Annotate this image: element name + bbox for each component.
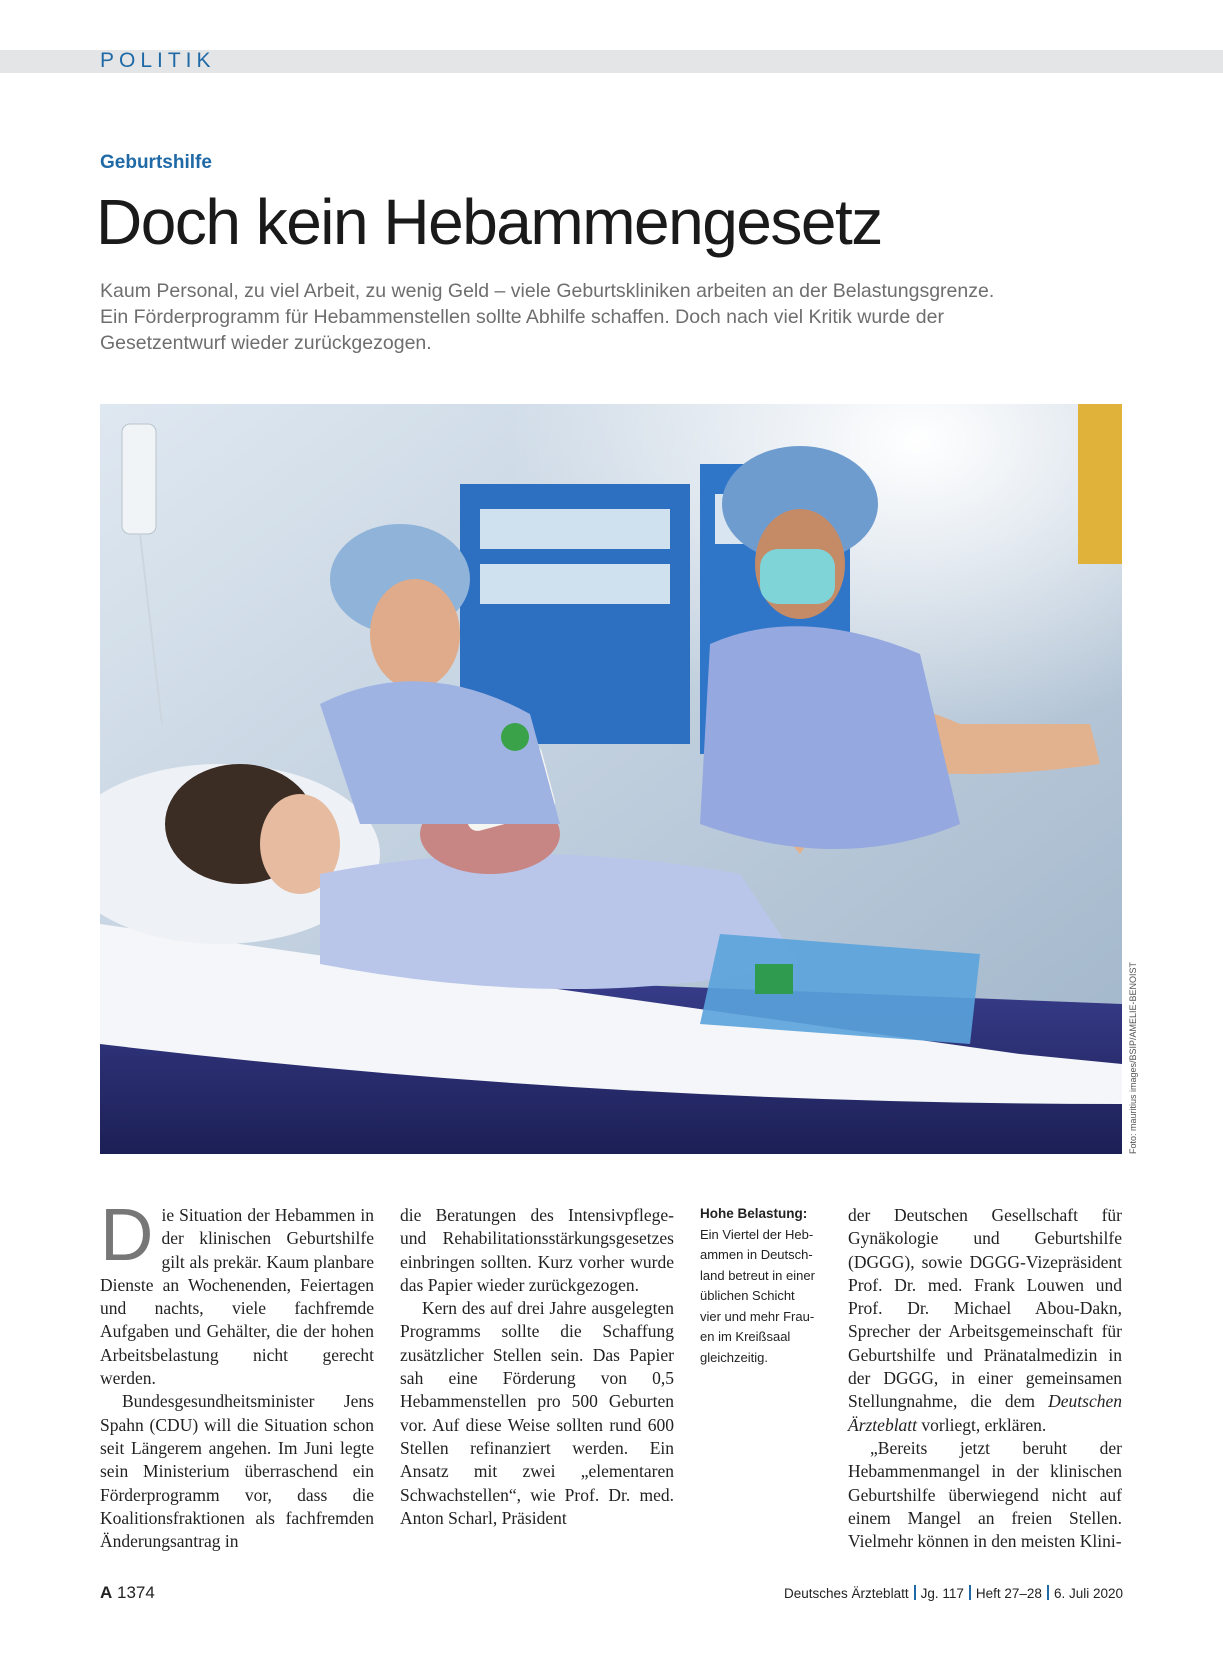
- lead-line: Gesetzentwurf wieder zurückgezogen.: [100, 332, 432, 354]
- paragraph: „Bereits jetzt beruht der Hebammenmangel in der klinischen Geburtshilfe überwiegend nicht auf einem Mangel an freien Stellen. Vielmehr können in den meisten Klini-: [848, 1437, 1122, 1552]
- section-label: POLITIK: [100, 49, 216, 72]
- article-column-1: [100, 1193, 374, 1553]
- journal-name: Deutschen Ärzteblatt: [848, 1391, 1122, 1435]
- article-column-4: [848, 1204, 1122, 1553]
- footer-separator: [1047, 1585, 1049, 1600]
- drop-cap: D: [100, 1193, 154, 1276]
- sidebar-line: ammen in Deutsch-: [700, 1247, 813, 1262]
- sidebar-line: Ein Viertel der Heb-: [700, 1226, 814, 1242]
- footer-citation: [784, 1585, 1123, 1601]
- sidebar-line: en im Kreißsaal: [700, 1329, 791, 1344]
- article-kicker: Geburtshilfe: [100, 152, 212, 173]
- page-number-value: 1374: [117, 1583, 155, 1602]
- photo-credit: Foto: mauritius images/BSIP/AMELIE-BENOIST: [1128, 961, 1138, 1154]
- lead-line: Kaum Personal, zu viel Arbeit, zu wenig Geld – viele Geburtskliniken arbeiten an der Belastungsgrenze.: [100, 280, 995, 302]
- footer-journal: Deutsches Ärzteblatt: [784, 1586, 909, 1601]
- sidebar-line: vier und mehr Frau-: [700, 1308, 815, 1324]
- sidebar-line: üblichen Schicht: [700, 1288, 795, 1303]
- article-column-2: [400, 1204, 674, 1530]
- paragraph: die Beratungen des Intensivpflege- und Rehabilitationsstärkungsgesetzes einbringen sollten. Kurz vorher wurde das Papier wieder zurückgezogen.: [400, 1205, 674, 1295]
- footer-issue: Heft 27–28: [975, 1586, 1042, 1601]
- sidebar-title: Hohe Belastung:: [700, 1206, 808, 1221]
- page-letter: A: [100, 1583, 113, 1602]
- paragraph-text: der Deutschen Gesellschaft für Gynäkologie und Geburtshilfe (DGGG), sowie DGGG-Vizepräsident Prof. Dr. med. Frank Louwen und Prof. Dr. Michael Abou-Dakn, Sprecher der Arbeitsgemeinschaft für Geburtshilfe und Pränatalmedizin in der DGGG, in einer gemeinsamen Stellungnahme, die dem: [848, 1205, 1122, 1412]
- footer-volume: Jg. 117: [920, 1586, 964, 1601]
- lead-line: Ein Förderprogramm für Hebammenstellen sollte Abhilfe schaffen. Doch nach viel Kritik wurde der: [100, 306, 944, 328]
- paragraph: ie Situation der Hebammen in der klinischen Geburtshilfe gilt als prekär. Kaum planbare Dienste an Wochenenden, Feiertagen und nachts, viele fachfremde Aufgaben und Gehälter, die der hohen Arbeitsbelastung nicht gerecht werden.: [100, 1205, 374, 1389]
- sidebar-line: land betreut in einer: [700, 1267, 815, 1283]
- footer-separator: [969, 1585, 971, 1600]
- footer-date: 6. Juli 2020: [1053, 1586, 1123, 1601]
- paragraph: Kern des auf drei Jahre ausgelegten Programms sollte die Schaffung zusätzlicher Stellen sein. Das Papier sah eine Förderung von 0,5 Hebammenstellen pro 500 Geburten vor. Auf diese Weise sollten rund 600 Stellen refinanziert werden. Ein Ansatz mit zwei „elementaren Schwachstellen“, wie Prof. Dr. med. Anton Scharl, Präsident: [400, 1298, 674, 1528]
- article-lead: [100, 278, 1130, 356]
- paragraph: [848, 1204, 1122, 1437]
- sidebar-line: gleichzeitig.: [700, 1349, 768, 1365]
- sidebar-note: [700, 1204, 825, 1368]
- paragraph: Bundesgesundheitsminister Jens Spahn (CDU) will die Situation schon seit Längerem angehen. Im Juni legte sein Ministerium überraschend ein Förderprogramm vor, dass die Koalitionsfraktionen als fachfremden Änderungsantrag in: [100, 1391, 374, 1552]
- paragraph-text: vorliegt, erklären.: [917, 1414, 1047, 1435]
- article-title: Doch kein Hebammengesetz: [96, 186, 882, 258]
- page-number: [100, 1583, 155, 1603]
- article-photo: [100, 404, 1122, 1154]
- footer-separator: [914, 1585, 916, 1600]
